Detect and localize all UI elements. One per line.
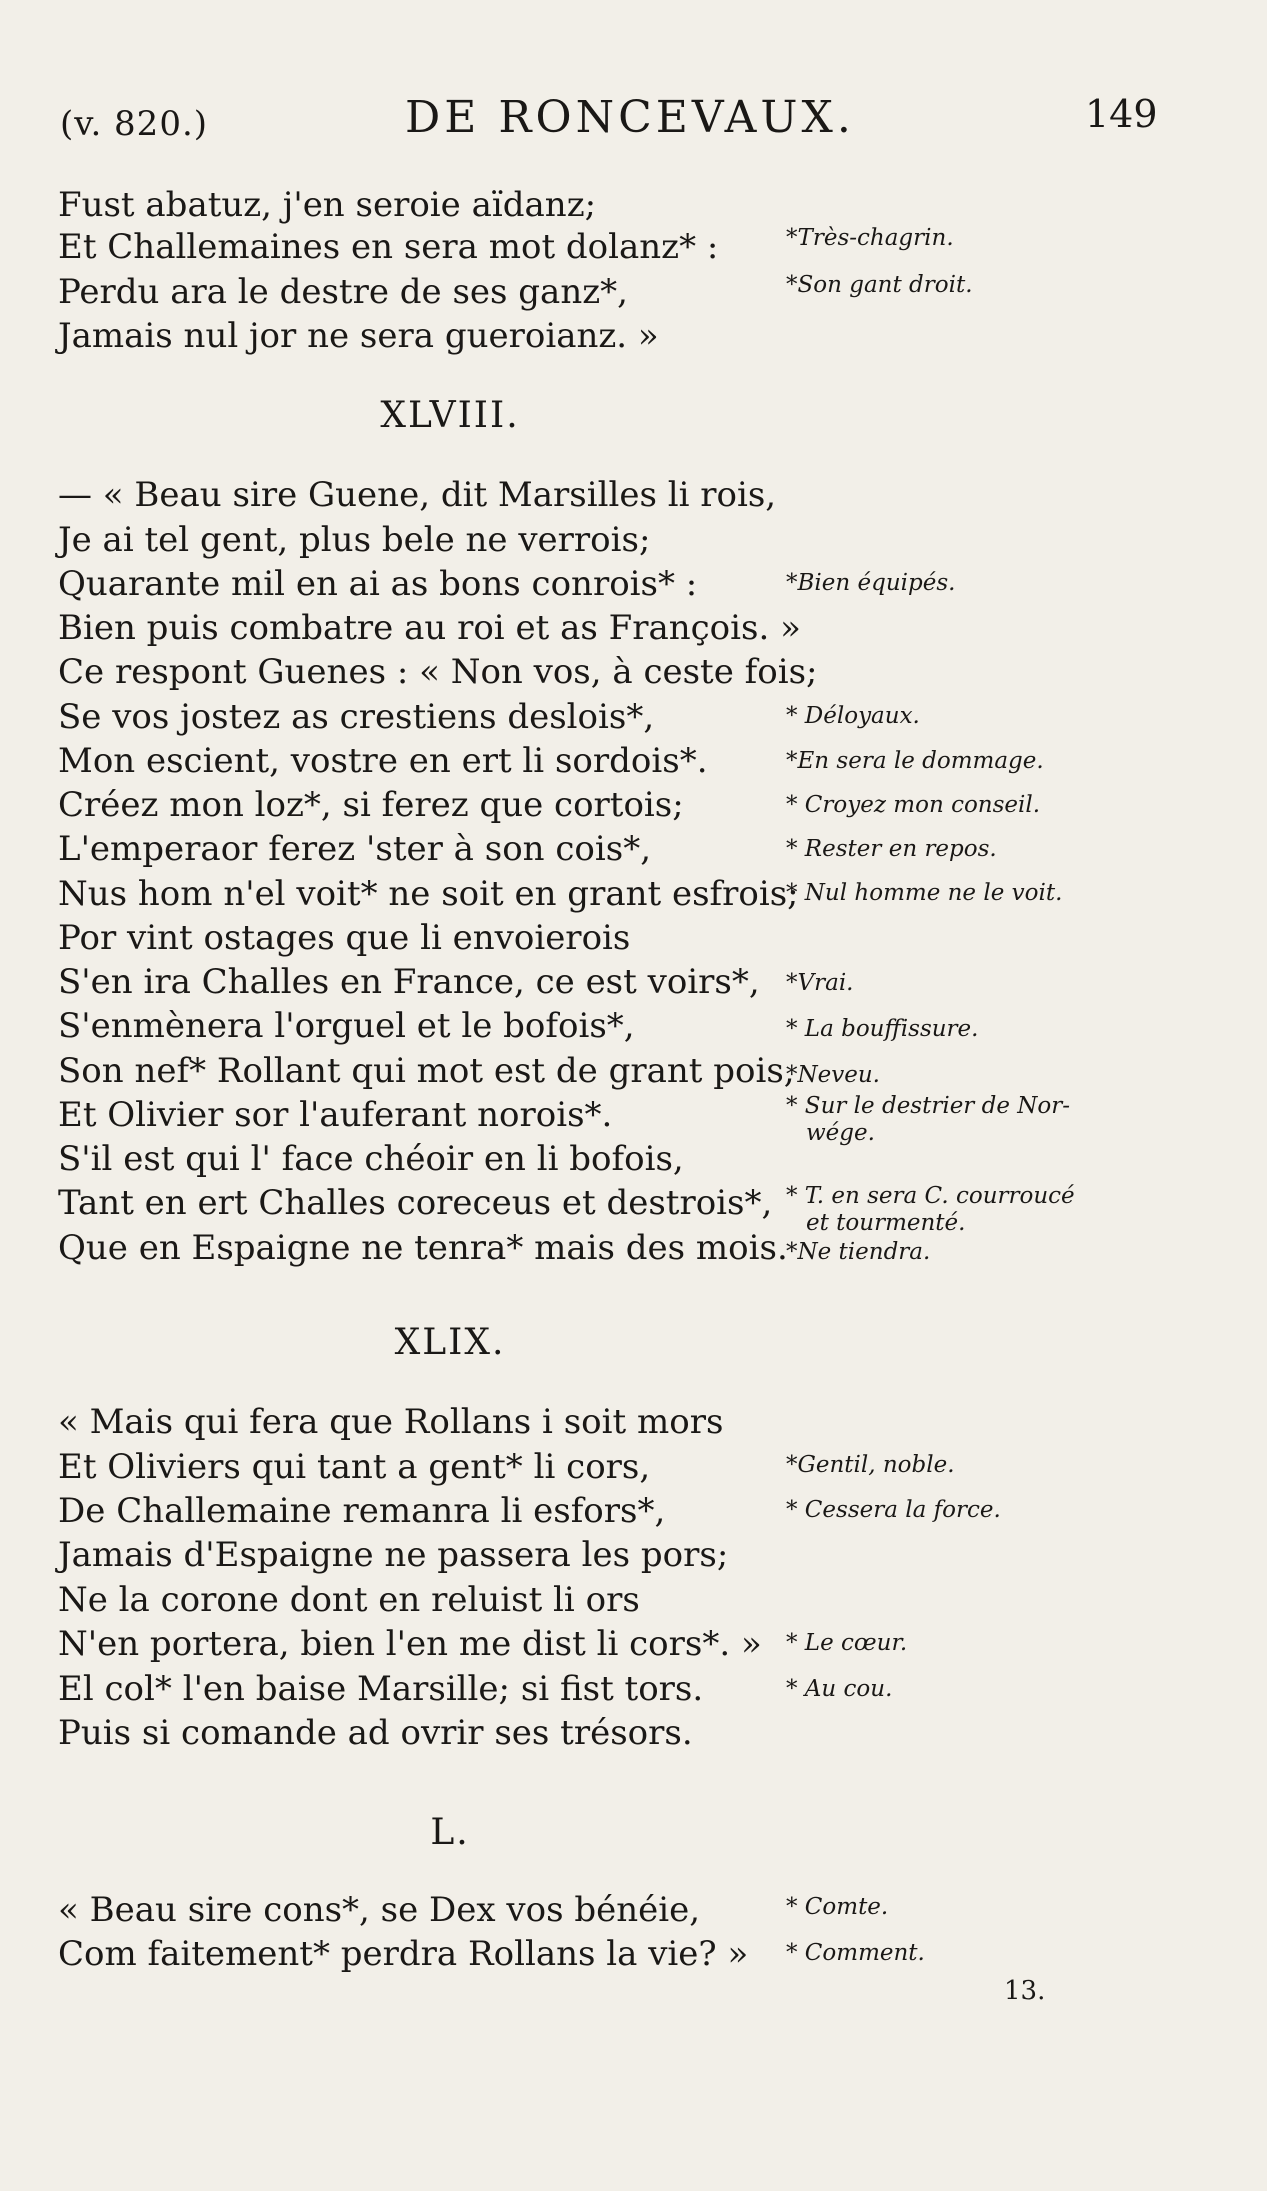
- verse-line: « Beau sire cons*, se Dex vos bénéie,: [58, 1890, 701, 1930]
- verse-line: Bien puis combatre au roi et as François. »: [58, 608, 801, 648]
- gloss-note: * Le cœur.: [786, 1630, 908, 1656]
- gloss-note: * Comte.: [786, 1894, 889, 1920]
- verse-line: Tant en ert Challes coreceus et destrois*,: [58, 1183, 773, 1223]
- verse-line: Créez mon loz*, si ferez que cortois;: [58, 785, 684, 825]
- verse-line: Jamais d'Espaigne ne passera les pors;: [58, 1535, 729, 1575]
- gloss-note: * Croyez mon conseil.: [786, 792, 1041, 818]
- gloss-note: *Son gant droit.: [786, 272, 973, 298]
- running-header: [60, 86, 1158, 146]
- verse-line: Mon escient, vostre en ert li sordois*.: [58, 741, 708, 781]
- gloss-note: et tourmenté.: [806, 1210, 966, 1236]
- verse-reference: (v. 820.): [60, 104, 209, 144]
- gloss-note: * Cessera la force.: [786, 1497, 1001, 1523]
- verse-line: Quarante mil en ai as bons conrois* :: [58, 564, 698, 604]
- gloss-note: * Déloyaux.: [786, 703, 920, 729]
- gloss-note: * Comment.: [786, 1940, 925, 1966]
- gloss-note: *En sera le dommage.: [786, 748, 1044, 774]
- gloss-note: * Rester en repos.: [786, 836, 997, 862]
- gloss-note: *Gentil, noble.: [786, 1452, 955, 1478]
- verse-line: Son nef* Rollant qui mot est de grant pois,: [58, 1051, 795, 1091]
- verse-line: N'en portera, bien l'en me dist li cors*. »: [58, 1624, 762, 1664]
- verse-line: L'emperaor ferez 'ster à son cois*,: [58, 829, 652, 869]
- stanza-heading: XLVIII.: [380, 395, 520, 436]
- gloss-note: *Neveu.: [786, 1062, 880, 1088]
- verse-line: Ne la corone dont en reluist li ors: [58, 1580, 640, 1620]
- gloss-note: *Vrai.: [786, 970, 854, 996]
- verse-line: Por vint ostages que li envoierois: [58, 918, 631, 958]
- stanza-heading: L.: [430, 1812, 470, 1853]
- gloss-note: *Ne tiendra.: [786, 1239, 931, 1265]
- gloss-note: *Très-chagrin.: [786, 225, 954, 251]
- verse-line: Perdu ara le destre de ses ganz*,: [58, 272, 628, 312]
- verse-line: Jamais nul jor ne sera gueroianz. »: [58, 316, 659, 356]
- verse-line: Se vos jostez as crestiens deslois*,: [58, 697, 655, 737]
- gloss-note: *Bien équipés.: [786, 570, 956, 596]
- gloss-note: * Sur le destrier de Nor-: [786, 1093, 1070, 1119]
- verse-line: Que en Espaigne ne tenra* mais des mois.: [58, 1228, 788, 1268]
- verse-line: Et Olivier sor l'auferant norois*.: [58, 1095, 613, 1135]
- verse-line: — « Beau sire Guene, dit Marsilles li rois,: [58, 475, 777, 515]
- verse-line: Fust abatuz, j'en seroie aïdanz;: [58, 185, 597, 225]
- signature-mark: 13.: [1004, 1976, 1046, 2006]
- verse-line: De Challemaine remanra li esfors*,: [58, 1491, 666, 1531]
- page-number: 149: [1085, 92, 1158, 136]
- verse-line: S'enmènera l'orguel et le bofois*,: [58, 1006, 635, 1046]
- gloss-note: * Au cou.: [786, 1676, 893, 1702]
- running-title: DE RONCEVAUX.: [405, 92, 855, 143]
- gloss-note: * La bouffissure.: [786, 1016, 979, 1042]
- verse-line: Com faitement* perdra Rollans la vie? »: [58, 1934, 749, 1974]
- verse-line: S'il est qui l' face chéoir en li bofois,: [58, 1139, 684, 1179]
- gloss-note: * T. en sera C. courroucé: [786, 1183, 1075, 1209]
- verse-line: Et Challemaines en sera mot dolanz* :: [58, 227, 719, 267]
- gloss-note: * Nul homme ne le voit.: [786, 880, 1063, 906]
- verse-line: Ce respont Guenes : « Non vos, à ceste fois;: [58, 652, 818, 692]
- verse-line: Puis si comande ad ovrir ses trésors.: [58, 1713, 693, 1753]
- verse-line: Je ai tel gent, plus bele ne verrois;: [58, 520, 651, 560]
- gloss-note: wége.: [806, 1120, 875, 1146]
- verse-line: Nus hom n'el voit* ne soit en grant esfrois;: [58, 874, 799, 914]
- verse-line: El col* l'en baise Marsille; si fist tors.: [58, 1669, 704, 1709]
- verse-line: S'en ira Challes en France, ce est voirs*,: [58, 962, 760, 1002]
- stanza-heading: XLIX.: [394, 1322, 506, 1363]
- verse-line: Et Oliviers qui tant a gent* li cors,: [58, 1447, 651, 1487]
- verse-line: « Mais qui fera que Rollans i soit mors: [58, 1402, 724, 1442]
